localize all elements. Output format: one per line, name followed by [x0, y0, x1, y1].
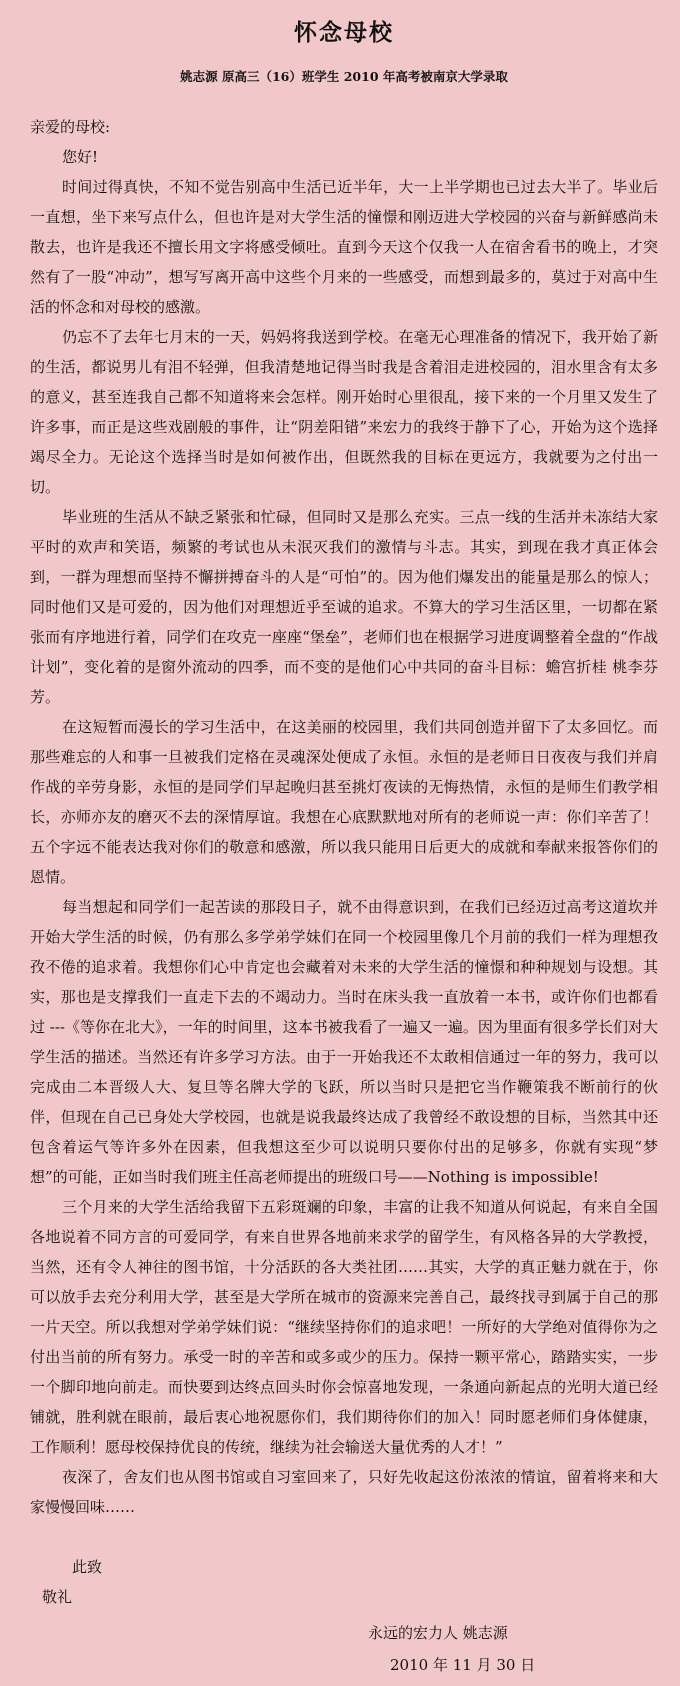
paragraph-2: 仍忘不了去年七月末的一天，妈妈将我送到学校。在毫无心理准备的情况下，我开始了新的生活，都说男儿有泪不轻弹，但我清楚地记得当时我是含着泪走进校园的，泪水里含有太多的意义，甚至连我自己都不知道将来会怎样。刚开始时心里很乱，接下来的一个月里又发生了许多事，而正是这些戏剧般的事件，让“阴差阳错”来宏力的我终于静下了心，开始为这个选择竭尽全力。无论这个选择当时是如何被作出，但既然我的目标在更远方，我就要为之付出一切。: [30, 328, 658, 496]
paragraph-7: 夜深了，舍友们也从图书馆或自习室回来了，只好先收起这份浓浓的情谊，留着将来和大家慢慢回味……: [30, 1468, 658, 1516]
author-byline: 姚志源 原高三（16）班学生 2010 年高考被南京大学录取: [180, 69, 508, 84]
paragraph-4: 在这短暂而漫长的学习生活中，在这美丽的校园里，我们共同创造并留下了太多回忆。而那些难忘的人和事一旦被我们定格在灵魂深处便成了永恒。永恒的是老师日日夜夜与我们并肩作战的辛劳身影，永恒的是同学们早起晚归甚至挑灯夜读的无悔热情，永恒的是师生们教学相长，亦师亦友的磨灭不去的深情厚谊。我想在心底默默地对所有的老师说一声：你们辛苦了！五个字远不能表达我对你们的敬意和感激，所以我只能用日后更大的成就和奉献来报答你们的恩情。: [30, 718, 658, 886]
closing-ci-zhi: 此致: [72, 1558, 103, 1576]
greeting: 您好!: [62, 148, 99, 166]
paragraph-6: 三个月来的大学生活给我留下五彩斑斓的印象，丰富的让我不知道从何说起，有来自全国各地说着不同方言的可爱同学，有来自世界各地前来求学的留学生，有风格各异的大学教授，当然，还有令人神往的图书馆，十分活跃的各大类社团……其实，大学的真正魅力就在于，你可以放手去充分利用大学，甚至是大学所在城市的资源来完善自己，最终找寻到属于自己的那一片天空。所以我想对学弟学妹们说：“继续坚持你们的追求吧！一所好的大学绝对值得你为之付出当前的所有努力。承受一时的辛苦和或多或少的压力。保持一颗平常心，踏踏实实，一步一个脚印地向前走。而快要到达终点回头时你会惊喜地发现，一条通向新起点的光明大道已经铺就，胜利就在眼前，最后衷心地祝愿你们，我们期待你们的加入！同时愿老师们身体健康，工作顺利！愿母校保持优良的传统，继续为社会输送大量优秀的人才！”: [30, 1198, 658, 1456]
salutation: 亲爱的母校:: [30, 118, 111, 136]
closing-jing-li: 敬礼: [42, 1588, 73, 1606]
paragraph-5: 每当想起和同学们一起苦读的那段日子，就不由得意识到，在我们已经迈过高考这道坎并开始大学生活的时候，仍有那么多学弟学妹们在同一个校园里像几个月前的我们一样为理想孜孜不倦的追求着。我想你们心中肯定也会藏着对未来的大学生活的憧憬和种种规划与设想。其实，那也是支撑我们一直走下去的不竭动力。当时在床头我一直放着一本书，或许你们也都看过 ---《等你在北大》，一年的时间里，这本书被我看了一遍又一遍。因为里面有很多学长们对大学生活的描述。当然还有许多学习方法。由于一开始我还不太敢相信通过一年的努力，我可以完成由二本晋级人大、复旦等名牌大学的飞跃，所以当时只是把它当作鞭策我不断前行的伙伴，但现在自己已身处大学校园，也就是说我最终达成了我曾经不敢设想的目标，当然其中还包含着运气等许多外在因素，但我想这至少可以说明只要你付出的足够多，你就有实现“梦想”的可能，正如当时我们班主任高老师提出的班级口号——Nothing is impossible!: [30, 898, 658, 1186]
letter-date: 2010 年 11 月 30 日: [390, 1656, 536, 1674]
paragraph-1: 时间过得真快，不知不觉告别高中生活已近半年，大一上半学期也已过去大半了。毕业后一直想，坐下来写点什么，但也许是对大学生活的憧憬和刚迈进大学校园的兴奋与新鲜感尚未散去，也许是我还不擅长用文字将感受倾吐。直到今天这个仅我一人在宿舍看书的晚上，才突然有了一股“冲动”，想写写离开高中这些个月来的一些感受，而想到最多的，莫过于对高中生活的怀念和对母校的感激。: [30, 178, 658, 316]
page-title: 怀念母校: [294, 19, 394, 46]
signature: 永远的宏力人 姚志源: [368, 1624, 508, 1642]
paragraph-3: 毕业班的生活从不缺乏紧张和忙碌，但同时又是那么充实。三点一线的生活并未冻结大家平时的欢声和笑语，频繁的考试也从未泯灭我们的激情与斗志。其实，到现在我才真正体会到，一群为理想而坚持不懈拼搏奋斗的人是“可怕”的。因为他们爆发出的能量是那么的惊人；同时他们又是可爱的，因为他们对理想近乎至诚的追求。不算大的学习生活区里，一切都在紧张而有序地进行着，同学们在攻克一座座“堡垒”，老师们也在根据学习进度调整着全盘的“作战计划”，变化着的是窗外流动的四季，而不变的是他们心中共同的奋斗目标：蟾宫折桂 桃李芬芳。: [30, 508, 658, 706]
